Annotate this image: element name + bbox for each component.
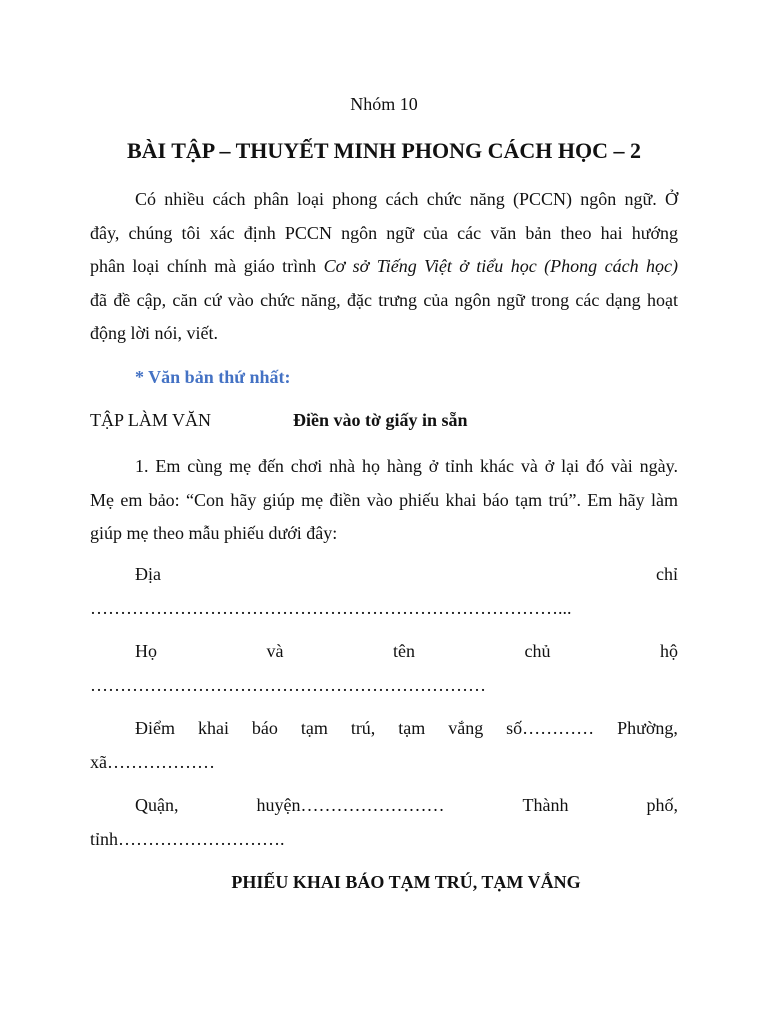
label-word: Quận, [135,795,179,815]
lesson-subject: TẬP LÀM VĂN [90,410,212,430]
label-word: và [266,641,284,661]
label-word: Họ [135,641,157,661]
label-word: huyện…………………… [256,795,445,815]
intro-line: đây, chúng tôi xác định PCCN ngôn ngữ của các văn bản theo hai hướng [90,222,678,243]
fill-in-blank: xã……………… [90,751,215,772]
form-field-registration [90,712,678,779]
intro-line: Có nhiều cách phân loại phong cách chức năng (PCCN) ngôn ngữ. Ở [135,189,678,209]
form-field-label [90,635,678,669]
section-heading: * Văn bản thứ nhất: [135,367,291,387]
label-word: trú, [350,718,376,738]
label-word: số………… [506,718,595,738]
label-word: báo [251,718,278,738]
intro-paragraph [90,183,678,351]
form-field-label [90,712,678,746]
exercise-paragraph [90,450,678,551]
textbook-title: Cơ sở Tiếng Việt ở tiểu học (Phong cách học) [323,256,679,277]
exercise-line: giúp mẹ theo mẫu phiếu dưới đây: [90,523,338,544]
label-word: Điểm [135,718,175,738]
fill-in-blank: ……………………………………………………………………... [90,597,572,618]
label-word: chủ [524,641,551,661]
form-field-district [90,789,678,856]
label-word: tạm [398,718,426,738]
label-word: hộ [660,641,678,661]
label-word: Địa [135,564,161,584]
intro-line: động lời nói, viết. [90,323,219,344]
intro-line [90,250,678,284]
intro-line: đã đề cập, căn cứ vào chức năng, đặc trưng của ngôn ngữ trong các dạng hoạt [90,289,678,310]
exercise-line: Mẹ em bảo: “Con hãy giúp mẹ điền vào phiếu khai báo tạm trú”. Em hãy làm [90,489,678,510]
page-title: BÀI TẬP – THUYẾT MINH PHONG CÁCH HỌC – 2 [126,138,641,163]
label-word: phố, [646,795,678,815]
label-word: tạm [300,718,328,738]
fill-in-blank: tỉnh………………………. [90,828,285,849]
form-field-label [90,558,678,592]
form-field-owner [90,635,678,702]
label-word: Thành [522,795,569,815]
intro-text: phân loại chính mà giáo trình [90,256,324,277]
label-word: tên [393,641,415,661]
form-field-address [90,558,678,625]
exercise-line: 1. Em cùng mẹ đến chơi nhà họ hàng ở tỉnh khác và ở lại đó vài ngày. [135,456,678,476]
label-word: Phường, [617,718,678,738]
group-label: Nhóm 10 [350,94,418,114]
label-word: khai [197,718,229,738]
form-title: PHIẾU KHAI BÁO TẠM TRÚ, TẠM VẮNG [231,872,581,892]
form-field-label [90,789,678,823]
label-word: chỉ [656,564,678,584]
fill-in-blank: ………………………………………………………… [90,674,486,695]
label-word: vắng [448,718,484,738]
lesson-topic: Điền vào tờ giấy in sẵn [293,410,468,430]
